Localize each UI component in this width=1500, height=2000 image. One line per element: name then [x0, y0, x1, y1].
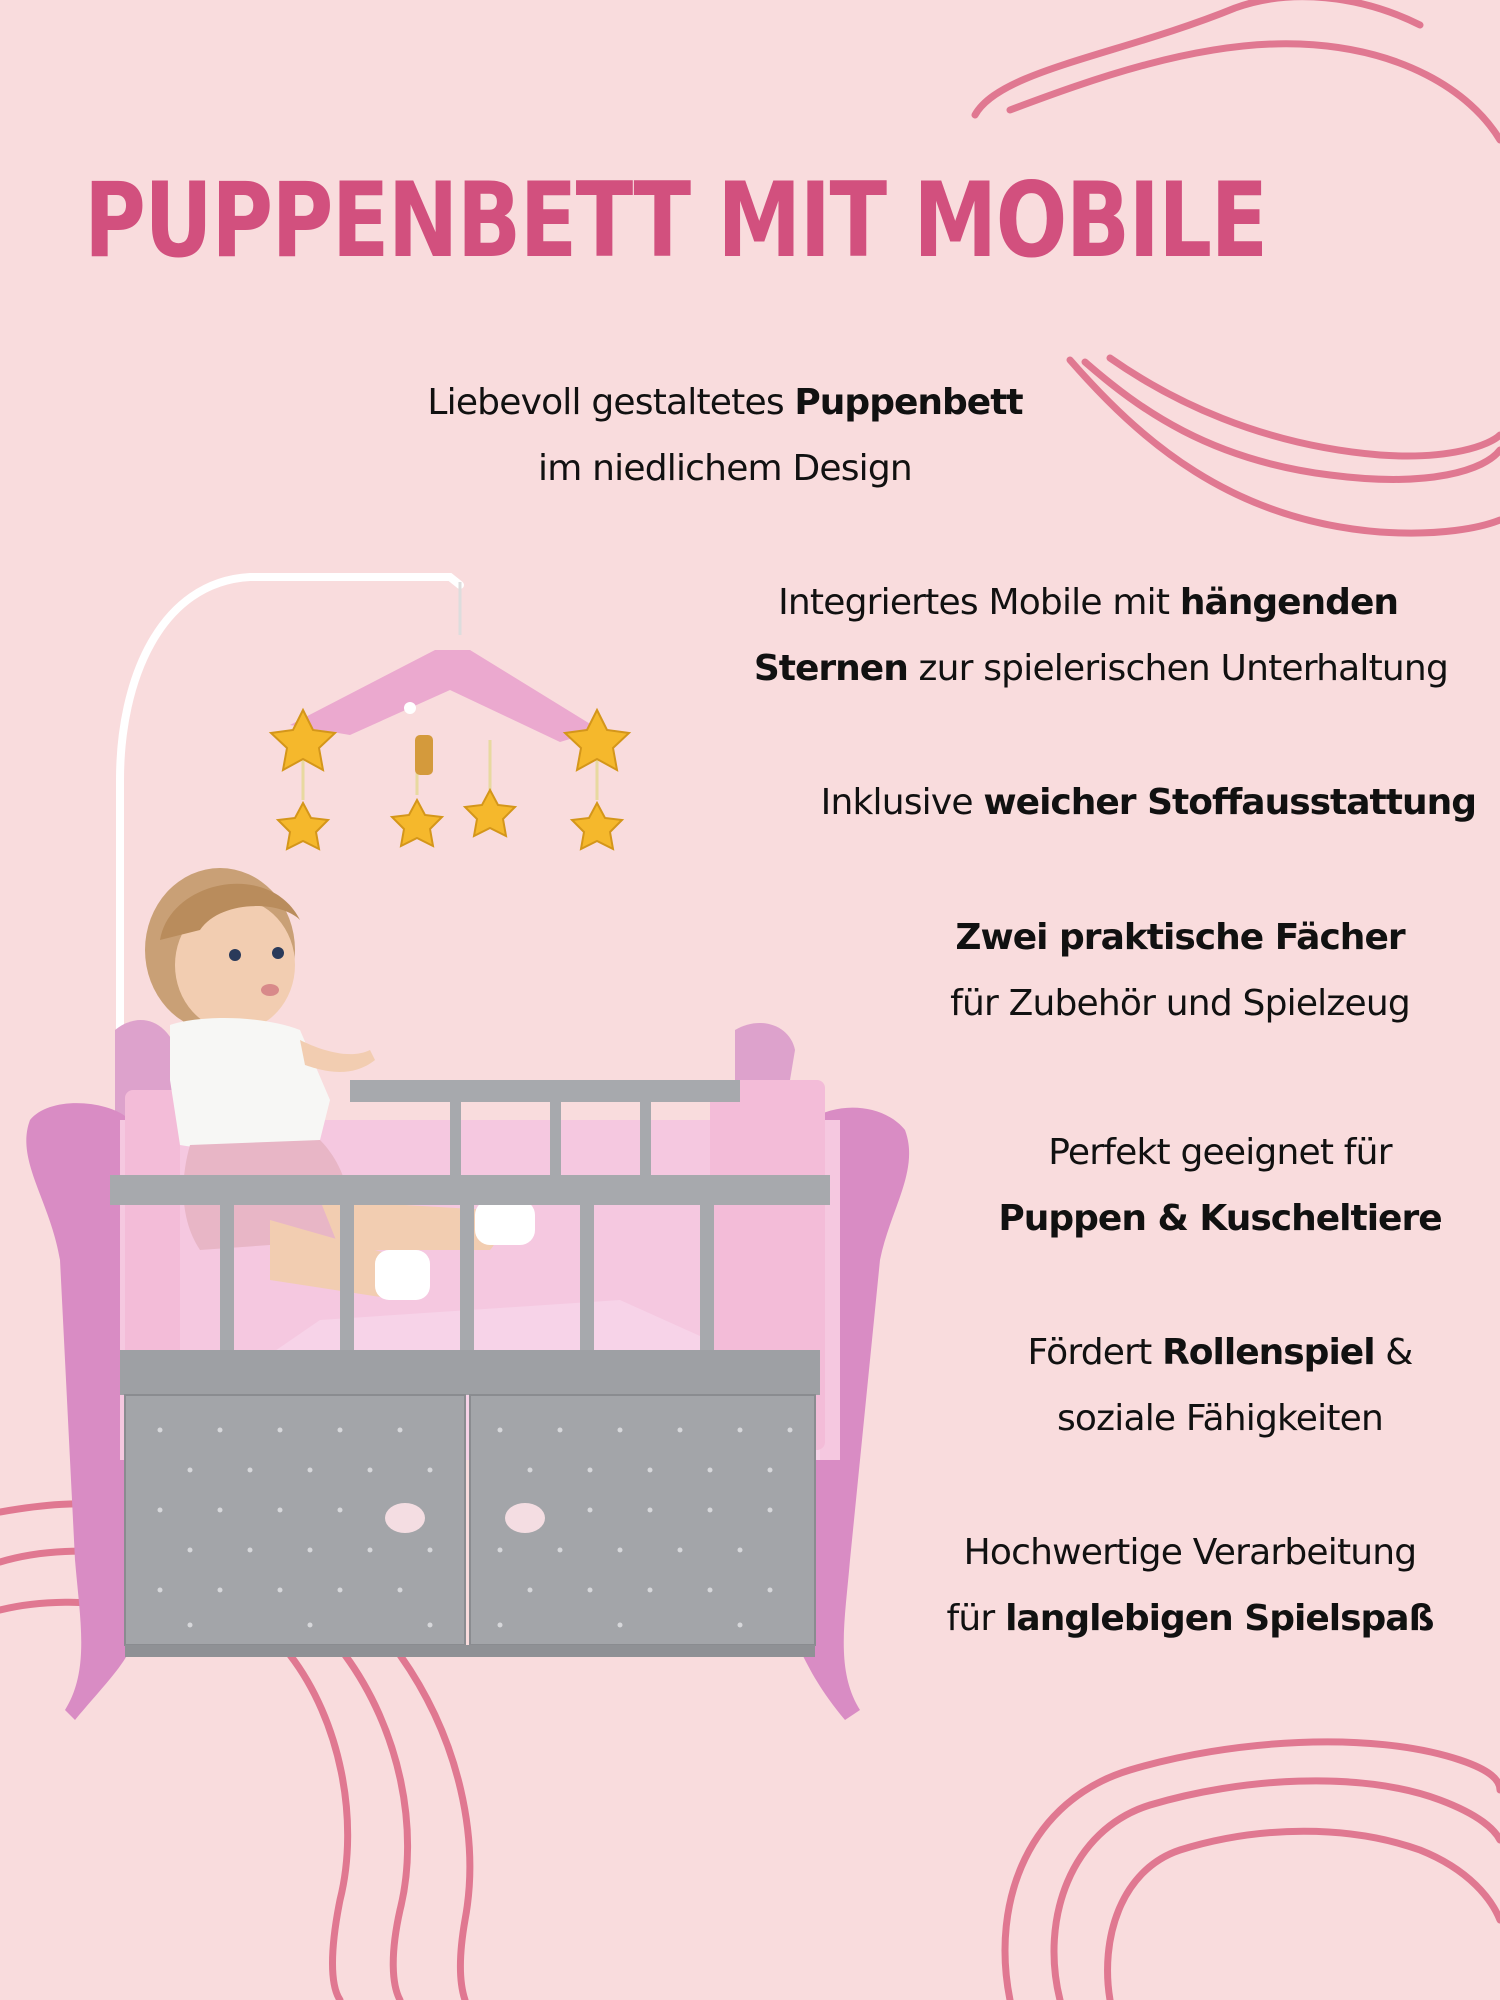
page-title: PUPPENBETT MIT MOBILE — [84, 161, 1267, 281]
feature-suitable — [920, 1120, 1500, 1252]
feature-roleplay-line-1 — [920, 1320, 1500, 1386]
feature-compartments — [880, 905, 1480, 1037]
door-handle-right — [505, 1503, 545, 1533]
bed-cabinet-top — [120, 1350, 820, 1395]
feature-suitable-line-2 — [920, 1186, 1500, 1252]
feature-mobile-line-2-bold: Sternen — [753, 648, 908, 689]
doll-bed-with-mobile-illustration — [20, 560, 920, 1730]
intro-text — [390, 370, 1060, 502]
feature-mobile-line-1-text: Integriertes Mobile mit — [778, 582, 1180, 623]
feature-mobile-line-1-bold: hängenden — [1179, 582, 1398, 623]
feature-quality-text: für — [946, 1598, 1006, 1639]
feature-mobile-line-2-text: zur spielerischen Unterhaltung — [907, 648, 1448, 689]
feature-fabric-text: Inklusive — [820, 782, 984, 823]
feature-quality — [890, 1520, 1490, 1652]
feature-quality-line-1: Hochwertige Verarbeitung — [963, 1532, 1417, 1573]
feature-roleplay-text-post: & — [1374, 1332, 1413, 1373]
intro-line-2: im niedlichem Design — [538, 448, 912, 489]
mobile-hanger — [290, 650, 600, 742]
feature-compartments-line-1 — [880, 905, 1480, 971]
feature-roleplay-line-2: soziale Fähigkeiten — [1056, 1398, 1384, 1439]
intro-line-1 — [390, 370, 1060, 436]
feature-roleplay-text-pre: Fördert — [1027, 1332, 1163, 1373]
feature-suitable-bold: Puppen & Kuscheltiere — [998, 1198, 1442, 1239]
feature-quality-bold: langlebigen Spielspaß — [1005, 1598, 1434, 1639]
feature-roleplay — [920, 1320, 1500, 1452]
door-handle-left — [385, 1503, 425, 1533]
feature-compartments-line-2: für Zubehör und Spielzeug — [950, 983, 1410, 1024]
intro-line-1-text: Liebevoll gestaltetes — [427, 382, 795, 423]
intro-line-1-bold: Puppenbett — [794, 382, 1023, 423]
feature-suitable-line-1: Perfekt geeignet für — [1048, 1132, 1392, 1173]
feature-quality-line-2 — [890, 1586, 1490, 1652]
feature-roleplay-bold: Rollenspiel — [1162, 1332, 1375, 1373]
feature-compartments-bold: Zwei praktische Fächer — [955, 917, 1405, 958]
feature-fabric-bold: weicher Stoffausstattung — [983, 782, 1476, 823]
